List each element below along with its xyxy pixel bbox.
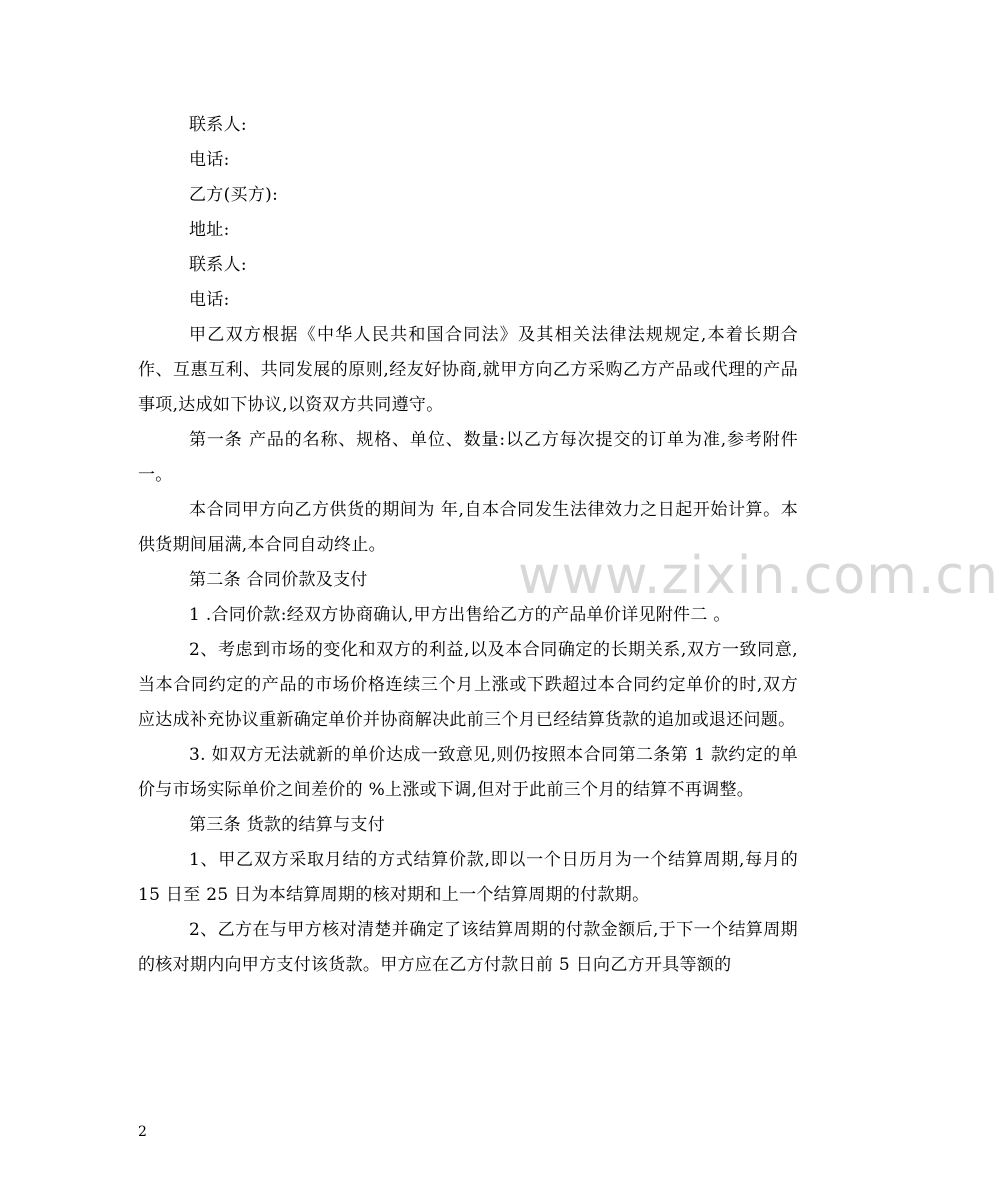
contact-line-2: 联系人: [189, 255, 247, 275]
term-paragraph: 本合同甲方向乙方供货的期间为 年,自本合同发生法律效力之日起开始计算。本供货期间届满,本合同自动终止。 [138, 500, 798, 555]
article-3-title: 第三条 货款的结算与支付 [189, 815, 386, 835]
article-2-clause-3: 3. 如双方无法就新的单价达成一致意见,则仍按照本合同第二条第 1 款约定的单价与市场实际单价之间差价的 %上涨或下调,但对于此前三个月的结算不再调整。 [138, 745, 798, 800]
page-number: 2 [138, 1124, 147, 1140]
watermark: www.zixin.com.cn [518, 546, 999, 606]
phone-line-2: 电话: [189, 290, 230, 310]
article-3-clause-1: 1、甲乙双方采取月结的方式结算价款,即以一个日历月为一个结算周期,每月的 15 日至 25 日为本结算周期的核对期和上一个结算周期的付款期。 [138, 850, 798, 905]
article-1-paragraph: 第一条 产品的名称、规格、单位、数量:以乙方每次提交的订单为准,参考附件一。 [138, 430, 798, 485]
article-2-clause-1: 1 .合同价款:经双方协商确认,甲方出售给乙方的产品单价详见附件二 。 [189, 605, 731, 625]
article-2-title: 第二条 合同价款及支付 [189, 570, 368, 590]
party-b-line: 乙方(买方): [189, 185, 279, 205]
document-body [138, 108, 798, 983]
contact-line-1: 联系人: [189, 115, 247, 135]
article-2-clause-2: 2、考虑到市场的变化和双方的利益,以及本合同确定的长期关系,双方一致同意,当本合同约定的产品的市场价格连续三个月上涨或下跌超过本合同约定单价的时,双方应达成补充协议重新确定单价并协商解决此前三个月已经结算货款的追加或退还问题。 [138, 640, 798, 730]
intro-paragraph: 甲乙双方根据《中华人民共和国合同法》及其相关法律法规规定,本着长期合作、互惠互利、共同发展的原则,经友好协商,就甲方向乙方采购乙方产品或代理的产品事项,达成如下协议,以资双方共同遵守。 [138, 325, 798, 415]
article-3-clause-2: 2、乙方在与甲方核对清楚并确定了该结算周期的付款金额后,于下一个结算周期的核对期内向甲方支付该货款。甲方应在乙方付款日前 5 日向乙方开具等额的 [138, 920, 798, 975]
address-line: 地址: [189, 220, 230, 240]
phone-line-1: 电话: [189, 150, 230, 170]
